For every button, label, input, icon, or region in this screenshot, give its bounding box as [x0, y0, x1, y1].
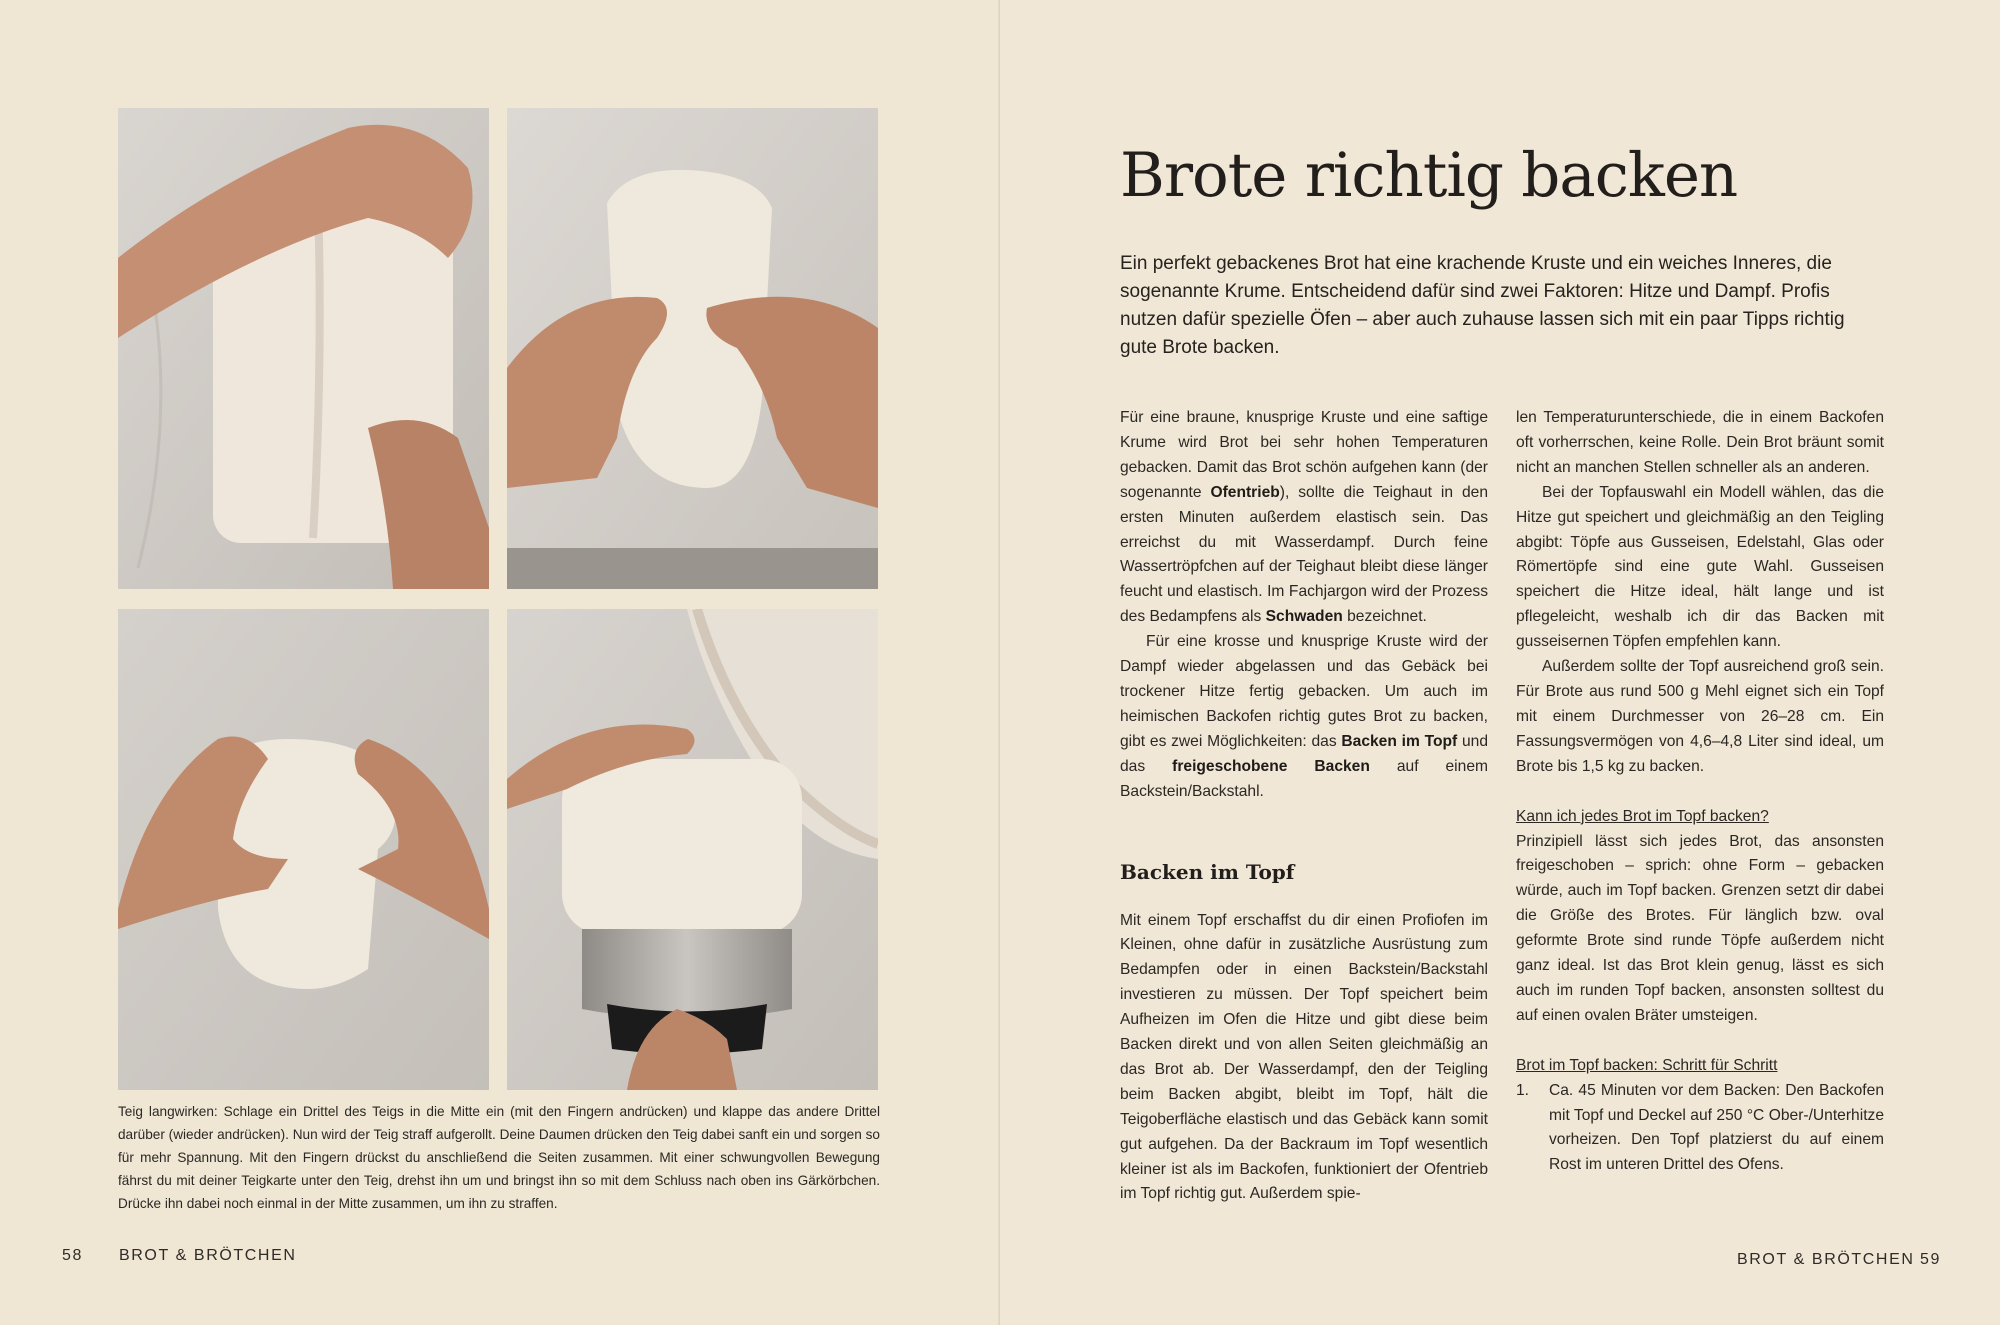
term-backen-im-topf: Backen im Topf — [1341, 732, 1458, 750]
paragraph-pot-choice: Bei der Topfauswahl ein Modell wählen, das die Hitze gut speichert und gleichmäßig an den Teigling abgibt: Töpfe aus Gusseisen, Edelstahl, Glas oder Römertöpfe sind eine gute Wahl. Gusseisen speichert die Hitze ideal, hält lange und ist pflegeleicht, weshalb ich dir das Backen mit gusseisernen Töpfen empfehlen kann. — [1516, 483, 1884, 651]
paragraph-pot: Mit einem Topf erschaffst du dir einen Profiofen im Kleinen, ohne dafür in zusätzliche Ausrüstung zum Bedampfen oder in einen Backstein/Backstahl investieren zu müssen. Der Topf speichert beim Aufheizen im Ofen die Hitze und gibt diese beim Backen direkt und von allen Seiten gleichmäßig an das Brot ab. Der Wasserdampf, den der Teigling beim Backen abgibt, bleibt im Topf, hält die Teigoberfläche elastisch und das Gebäck kann somit gut aufgehen. Da der Backraum im Topf wesentlich kleiner ist als im Backofen, funktioniert der Ofentrieb im Topf richtig gut. Außerdem spie- — [1120, 911, 1488, 1203]
steps-list — [1516, 1079, 1884, 1179]
section-label-right: BROT & BRÖTCHEN — [1737, 1251, 1915, 1268]
text-column-right — [1516, 406, 1884, 1178]
photo-dough-scraper — [507, 609, 878, 1090]
section-label-left: BROT & BRÖTCHEN — [119, 1247, 297, 1264]
subheading-backen-im-topf: Backen im Topf — [1120, 859, 1295, 884]
page-number-right: 59 — [1920, 1251, 1941, 1268]
question-heading: Kann ich jedes Brot im Topf backen? — [1516, 807, 1769, 825]
term-ofentrieb: Ofentrieb — [1210, 483, 1280, 501]
paragraph-methods: Für eine krosse und knusprige Kruste wird der Dampf wieder abgelassen und das Gebäck bei trockener Hitze fertig gebacken. Um auch im heimischen Backofen richtig gutes Brot zu backen, gibt es zwei Möglichkeiten: das Backen im Topf und das freigeschobene Backen auf einem Backstein/Backstahl. — [1120, 633, 1488, 800]
photo-roll-dough — [507, 108, 878, 589]
steps-heading: Brot im Topf backen: Schritt für Schritt — [1516, 1056, 1778, 1074]
lead-paragraph: Ein perfekt gebackenes Brot hat eine krachende Kruste und ein weiches Inneres, die sogenannte Krume. Entscheidend dafür sind zwei Faktoren: Hitze und Dampf. Profis nutzen dafür spezielle Öfen – aber auch zuhause lassen sich mit ein paar Tipps richtig gute Brote backen. — [1120, 253, 1845, 358]
paragraph-crust: Für eine braune, knusprige Kruste und eine saftige Krume wird Brot bei sehr hohen Temperaturen gebacken. Damit das Brot schön aufgehen kann (der sogenannte Ofentrieb), sollte die Teighaut in den ersten Minuten außerdem elastisch sein. Das erreichst du mit Wasserdampf. Durch feine Wassertröpfchen auf der Teighaut bleibt diese länger feucht und elastisch. Im Fachjargon wird der Prozess des Bedampfens als Schwaden bezeichnet. — [1120, 409, 1489, 626]
step-item — [1516, 1079, 1884, 1179]
term-freigeschobenes-backen: freigeschobene Backen — [1172, 757, 1370, 775]
page-title: Brote richtig backen — [1120, 140, 1738, 211]
photo-fold-dough — [118, 108, 489, 589]
photo-press-sides — [118, 609, 489, 1090]
text-column-left — [1120, 406, 1488, 1207]
step-text: Ca. 45 Minuten vor dem Backen: Den Backofen mit Topf und Deckel auf 250 °C Ober-/Unterhitze vorheizen. Den Topf platzierst du auf einem Rost im unteren Drittel des Ofens. — [1549, 1081, 1884, 1174]
term-schwaden: Schwaden — [1265, 608, 1343, 626]
paragraph-question-answer: Prinzipiell lässt sich jedes Brot, das ansonsten freigeschoben – sprich: ohne Form – gebacken würde, auch im Topf backen. Grenzen setzt dir dabei die Größe des Brotes. Für länglich bzw. oval geformte Brote sind runde Töpfe außerdem nicht ganz ideal. Ist das Brot klein genug, lässt es sich auch im runden Topf backen, ansonsten solltest du auf einen ovalen Bräter umsteigen. — [1516, 832, 1884, 1024]
step-number: 1. — [1516, 1081, 1530, 1099]
page-number-left: 58 — [62, 1247, 83, 1264]
paragraph-pot-size: Außerdem sollte der Topf ausreichend groß sein. Für Brote aus rund 500 g Mehl eignet sich ein Topf mit einem Durchmesser von 26–28 cm. Ein Fassungsvermögen von 4,6–4,8 Liter sind ideal, um Brote bis 1,5 kg zu backen. — [1516, 658, 1884, 775]
photo-caption: Teig langwirken: Schlage ein Drittel des Teigs in die Mitte ein (mit den Fingern andrücken) und klappe das andere Drittel darüber (wieder andrücken). Nun wird der Teig straff aufgerollt. Deine Daumen drücken den Teig dabei sanft ein und sorgen so für mehr Spannung. Mit den Fingern drückst du anschließend die Seiten zusammen. Mit einer schwungvollen Bewegung fährst du mit deiner Teigkarte unter den Teig, drehst ihn um und bringst ihn so mit dem Schluss nach oben ins Gärkörbchen. Drücke ihn dabei noch einmal in der Mitte zusammen, um ihn zu straffen. — [118, 1104, 880, 1211]
right-page — [1000, 0, 2000, 1325]
paragraph-temperature: len Temperaturunterschiede, die in einem Backofen oft vorherrschen, keine Rolle. Dein Brot bräunt somit nicht an manchen Stellen schneller als an anderen. — [1516, 409, 1884, 476]
